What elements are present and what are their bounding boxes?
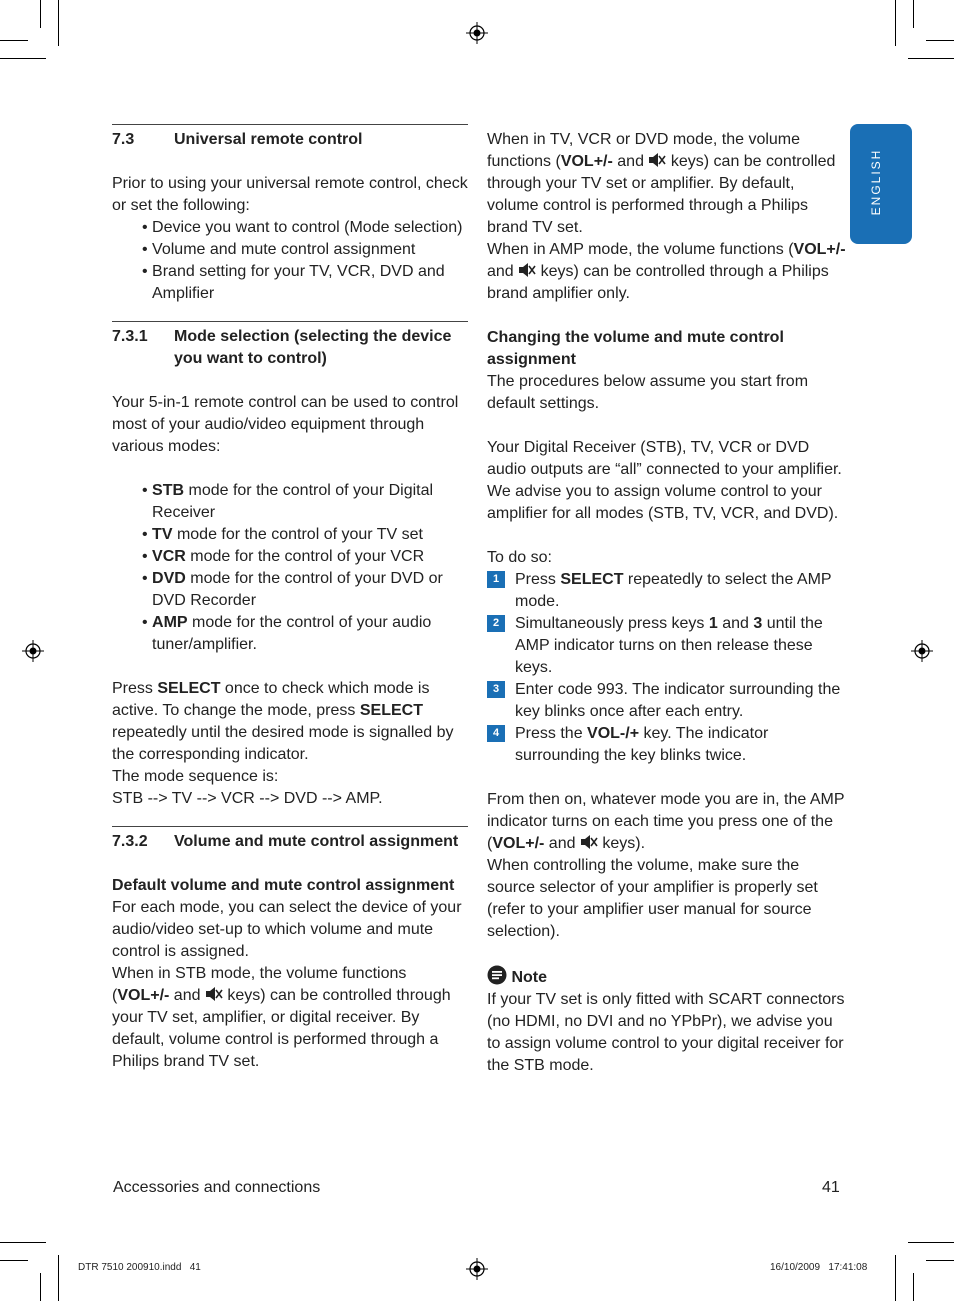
crop-mark [908,58,954,59]
changing-paragraph: The procedures below assume you start from default settings. [487,373,809,412]
step-number-badge: 3 [487,681,505,698]
default-paragraph: For each mode, you can select the device of your audio/video set-up to which volume and mute control is assigned. [112,899,462,960]
note-heading [487,965,847,989]
step-text: Simultaneously press keys 1 and 3 until the AMP indicator turns on then release these keys. [515,615,823,676]
select-paragraph: Press SELECT once to check which mode is active. To change the mode, press SELECT repeatedly until the desired mode is signalled by the corresponding indicator. [112,680,454,763]
mode-item: • TV mode for the control of your TV set [142,526,423,543]
step-number-badge: 1 [487,571,505,588]
mute-speaker-icon [580,834,598,850]
subheading-default: Default volume and mute control assignment [112,877,455,894]
slug-filename: DTR 7510 200910.indd 41 [78,1262,201,1273]
section-heading-7-3-1 [112,322,468,370]
mode-item: • DVD mode for the control of your DVD or DVD Recorder [142,570,443,609]
crop-mark [926,1260,954,1261]
crop-mark [40,0,41,28]
left-column [112,124,468,1073]
sequence-label: The mode sequence is: [112,768,279,785]
mode-item: • VCR mode for the control of your VCR [142,548,425,565]
subheading-changing: Changing the volume and mute control assignment [487,329,784,368]
language-tab [850,124,912,244]
controlling-paragraph: When controlling the volume, make sure the source selector of your amplifier is properly set (refer to your amplifier user manual for source selection). [487,857,818,940]
footer-section-name: Accessories and connections [113,1179,321,1196]
mute-speaker-icon [205,986,223,1002]
mode-item: • STB mode for the control of your Digital Receiver [142,482,434,521]
registration-mark-icon [466,22,488,44]
crop-mark [0,1242,46,1243]
tv-paragraph: When in TV, VCR or DVD mode, the volume functions (VOL+/- and keys) can be controlled through your TV set or amplifier. By default, volume control is performed through a Philips brand TV set. [487,131,836,236]
crop-mark [58,1255,59,1301]
crop-mark [0,1260,28,1261]
mode-item: • AMP mode for the control of your audio tuner/amplifier. [142,614,432,653]
registration-mark-icon [22,640,44,662]
crop-mark [895,1255,896,1301]
checklist-item: • Brand setting for your TV, VCR, DVD and Amplifier [142,263,445,302]
section-heading-7-3 [112,125,468,151]
intro-paragraph: Prior to using your universal remote control, check or set the following: [112,175,468,214]
right-column [487,129,847,1077]
step-number-badge: 2 [487,615,505,632]
receiver-paragraph: Your Digital Receiver (STB), TV, VCR or DVD audio outputs are “all” connected to your amplifier. We advise you to assign volume control to your amplifier for all modes (STB, TV, VCR, and DVD). [487,439,842,522]
section-heading-7-3-2 [112,827,468,853]
crop-mark [0,58,46,59]
step-item [487,613,847,679]
step-text: Enter code 993. The indicator surrounding the key blinks once after each entry. [515,681,841,720]
note-label: Note [511,969,548,986]
crop-mark [895,0,896,46]
stb-paragraph: When in STB mode, the volume functions (VOL+/- and keys) can be controlled through your TV set, amplifier, or digital receiver. By default, volume control is performed through a Philips brand TV set. [112,965,451,1070]
crop-mark [926,40,954,41]
checklist-item: • Volume and mute control assignment [142,241,416,258]
crop-mark [0,40,28,41]
crop-mark [40,1273,41,1301]
note-text: If your TV set is only fitted with SCART connectors (no HDMI, no DVI and no YPbPr), we advise you to assign volume control to your digital receiver for the STB mode. [487,991,845,1074]
modes-intro: Your 5-in-1 remote control can be used to control most of your audio/video equipment through various modes: [112,394,459,455]
step-item [487,569,847,613]
amp-paragraph: When in AMP mode, the volume functions (VOL+/- and keys) can be controlled through a Philips brand amplifier only. [487,241,846,302]
slug-timestamp: 16/10/2009 17:41:08 [770,1262,868,1273]
step-number-badge: 4 [487,725,505,742]
crop-mark [58,0,59,46]
language-tab-label: ENGLISH [869,148,883,216]
note-icon [487,965,507,985]
step-item [487,723,847,767]
mute-speaker-icon [648,152,666,168]
mode-sequence: STB --> TV --> VCR --> DVD --> AMP. [112,790,383,807]
checklist-item: • Device you want to control (Mode selection) [142,219,463,236]
section-number: 7.3 [112,131,135,148]
section-number: 7.3.2 [112,833,148,850]
mute-speaker-icon [518,262,536,278]
page-number: 41 [822,1179,840,1196]
step-text: Press SELECT repeatedly to select the AMP mode. [515,571,832,610]
step-text: Press the VOL-/+ key. The indicator surrounding the key blinks twice. [515,725,769,764]
crop-mark [908,1242,954,1243]
crop-mark [913,0,914,28]
todo-label: To do so: [487,549,552,566]
section-title: Universal remote control [174,131,363,148]
step-item [487,679,847,723]
registration-mark-icon [466,1258,488,1280]
registration-mark-icon [911,640,933,662]
section-title: Mode selection (selecting the device you want to control) [174,328,452,367]
section-title: Volume and mute control assignment [174,833,459,850]
fromthen-paragraph: From then on, whatever mode you are in, the AMP indicator turns on each time you press one of the (VOL+/- and keys). [487,791,845,852]
section-number: 7.3.1 [112,328,148,345]
crop-mark [913,1273,914,1301]
